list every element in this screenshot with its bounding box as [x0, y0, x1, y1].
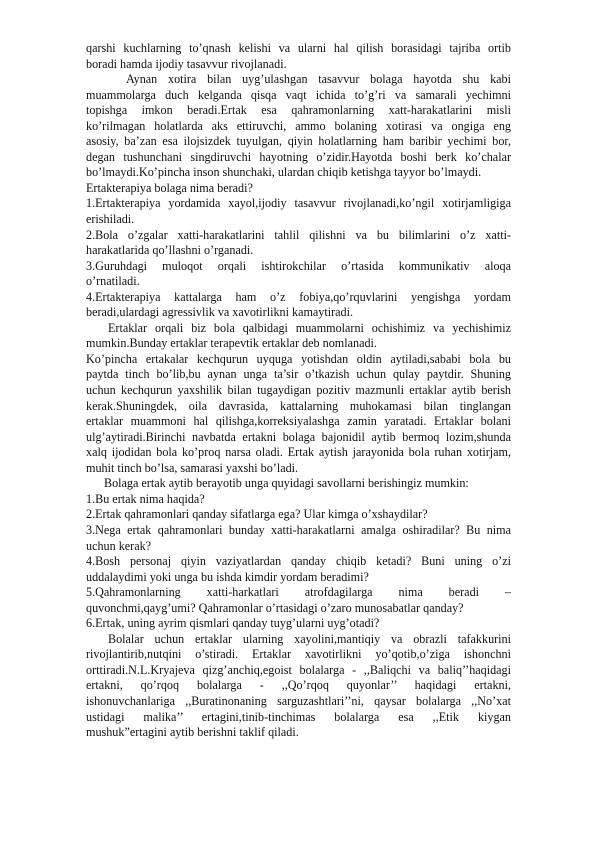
text-line: 5.Qahramonlarning xatti-harkatlari atrofdagilarga nima beradi – — [86, 585, 511, 600]
text-line: Ertakterapiya bolaga nima beradi? — [86, 180, 253, 195]
text-line: Ertaklar orqali biz bola qalbidagi muammolarni ochishimiz va yechishimiz — [108, 320, 511, 335]
text-line: degan tushunchani singdiruvchi hayotning o’zidir.Hayotda boshi berk ko’chalar — [86, 149, 511, 164]
text-line: paytda tinch bo’lib,bu aynan unga ta’sir o’tkazish uchun qulay paytdir. Shuning — [86, 367, 511, 382]
text-line: xalq ijodidan bola ko’proq narsa oladi. Ertak aytish jarayonida bola ruhan xotirjam, — [86, 445, 511, 460]
text-line: topishga imkon beradi.Ertak esa qahramonlarning xatt-harakatlarini misli — [86, 103, 511, 118]
text-line: ko’rilmagan holatlarda aks ettiruvchi, ammo bolaning xotirasi va ongiga eng — [86, 118, 511, 133]
text-line: beradi,ulardagi agressivlik va xavotirlikni kamaytiradi. — [86, 305, 354, 320]
text-line: ulg’aytiradi.Birinchi navbatda ertakni bolaga bajonidil aytib bermoq lozim,shunda — [86, 429, 511, 444]
text-line: Aynan xotira bilan uyg’ulashgan tasavvur bolaga hayotda shu kabi — [126, 72, 511, 87]
text-line: erishiladi. — [86, 212, 135, 227]
text-line: muhit tinch bo’lsa, samarasi yaxshi bo’ladi. — [86, 460, 299, 475]
text-line: orttiradi.N.L.Kryajeva qizg’anchiq,egoist bolalarga - ,,Baliqchi va baliq’’haqidagi — [86, 662, 511, 677]
text-line: mushuk”ertagini aytib berishni taklif qiladi. — [86, 725, 299, 740]
text-line: uchun kechqurun yaxshilik bilan tugaydigan pozitiv mazmunli ertaklar aytib berish — [86, 383, 511, 398]
text-line: Bolalar uchun ertaklar ularning xayolini,mantiqiy va obrazli tafakkurini — [108, 631, 511, 646]
text-line: 1.Ertakterapiya yordamida xayol,ijodiy tasavvur rivojlanadi,ko’ngil xotirjamligiga — [86, 196, 511, 211]
document-page — [86, 41, 511, 741]
text-line: ertaklar muammoni hal qilishga,korreksiyalashga zamin yaratadi. Ertaklar bolani — [86, 414, 511, 429]
text-line: Ko’pincha ertakalar kechqurun uyquga yotishdan oldin aytiladi,sababi bola bu — [86, 351, 511, 366]
text-line: o’rnatiladi. — [86, 274, 140, 289]
text-line: asosiy, ba’zan esa ilojsizdek tuyulgan, qiyin holatlarning ham baribir yechimi bor, — [86, 134, 511, 149]
text-line: uddalaydimi yoki unga bu ishda kimdir yordam beradimi? — [86, 569, 369, 584]
text-line: 3.Guruhdagi muloqot orqali ishtirokchilar o’rtasida kommunikativ aloqa — [86, 258, 511, 273]
text-line: kerak.Shuningdek, oila davrasida, kattalarning muhokamasi bilan tinglangan — [86, 398, 511, 413]
text-line: 6.Ertak, uning ayrim qismlari qanday tuyg’ularni uyg’otadi? — [86, 616, 380, 631]
text-line: Bolaga ertak aytib berayotib unga quyidagi savollarni berishingiz mumkin: — [104, 476, 469, 491]
text-line: qarshi kuchlarning to’qnash kelishi va ularni hal qilish borasidagi tajriba ortib — [86, 41, 511, 55]
text-line: rivojlantirib,nutqini o’stiradi. Ertaklar xavotirlikni yo’qotib,o’ziga ishonchni — [86, 647, 511, 662]
text-line: 1.Bu ertak nima haqida? — [86, 491, 205, 506]
text-line: 4.Ertakterapiya kattalarga ham o’z fobiya,qo’rquvlarini yengishga yordam — [86, 289, 511, 304]
text-line: ertakni, qo’rqoq bolalarga - ,,Qo’rqoq quyonlar’’ haqidagi ertakni, — [86, 678, 511, 693]
text-line: 2.Bola o’zgalar xatti-harakatlarini tahlil qilishni va bu bilimlarini o’z xatti- — [86, 227, 511, 242]
text-line: uchun kerak? — [86, 538, 152, 553]
text-line: ustidagi malika’’ ertagini,tinib-tinchimas bolalarga esa ,,Etik kiygan — [86, 709, 511, 724]
text-line: 2.Ertak qahramonlari qanday sifatlarga ega? Ular kimga o’xshaydilar? — [86, 507, 428, 522]
text-line: muammolarga duch kelganda qisqa vaqt ichida to’g’ri va samarali yechimni — [86, 87, 511, 102]
text-line: 4.Bosh personaj qiyin vaziyatlardan qanday chiqib ketadi? Buni uning o’zi — [86, 554, 511, 569]
text-line: quvonchmi,qayg’umi? Qahramonlar o’rtasidagi o’zaro munosabatlar qanday? — [86, 600, 464, 615]
text-line: harakatlarida qo’llashni o’rganadi. — [86, 243, 254, 258]
text-line: bo’lmaydi.Ko’pincha inson shunchaki, ulardan chiqib ketishga tayyor bo’lmaydi. — [86, 165, 482, 180]
text-line: boradi hamda ijodiy tasavvur rivojlanadi. — [86, 56, 287, 71]
text-line: 3.Nega ertak qahramonlari bunday xatti-harakatlarni amalga oshiradilar? Bu nima — [86, 522, 511, 537]
text-line: ishonuvchanlariga ,,Buratinonaning sarguzashtlari’’ni, qaysar bolalarga ,,No’xat — [86, 693, 511, 708]
text-line: mumkin.Bunday ertaklar terapevtik ertaklar deb nomlanadi. — [86, 336, 377, 351]
